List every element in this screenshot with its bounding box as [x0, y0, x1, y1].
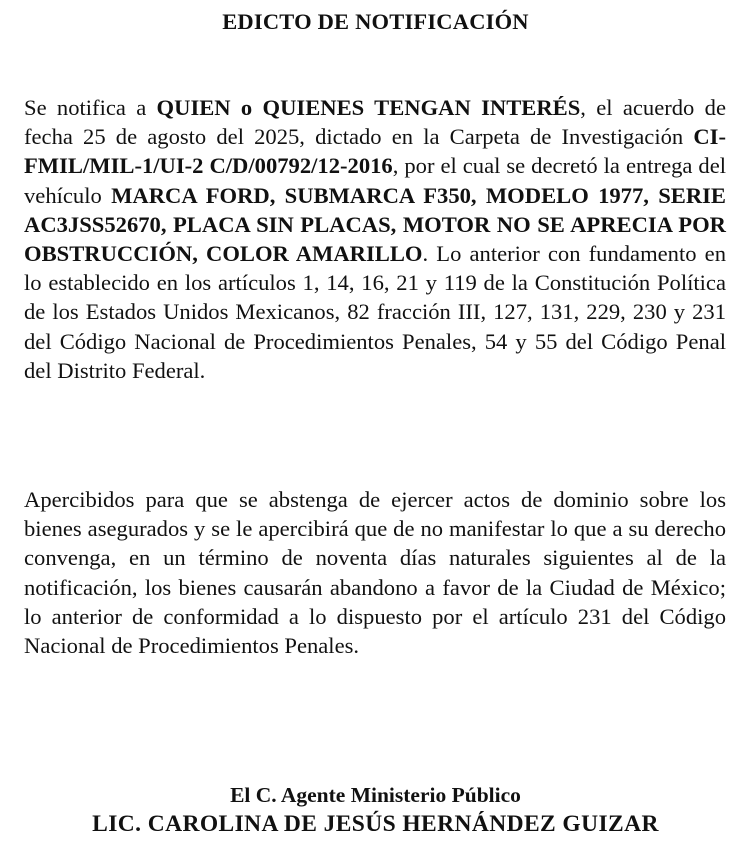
- signatory-role: El C. Agente Ministerio Público: [230, 783, 521, 807]
- warning-paragraph: Apercibidos para que se abstenga de ejercer actos de dominio sobre los bienes asegurados y se le apercibirá que de no manifestar lo que a su derecho convenga, en un término de noventa días naturales siguientes al de la notificación, los bienes causarán abandono a favor de la Ciudad de México; lo anterior de conformidad a lo dispuesto por el artículo 231 del Código Nacional de Procedimientos Penales.: [24, 487, 726, 659]
- decree-text: , por el cual se decretó la entrega del vehículo: [24, 153, 727, 208]
- intro-text: Se notifica a: [24, 95, 157, 120]
- legal-basis-text: . Lo anterior con fundamento en lo establecido en los artículos 1, 14, 16, 21 y 119 de la Constitución Política de los Estados Unidos Mexicanos, 82 fracción III, 127, 131, 229, 230 y 231 del Código Nacional de Procedimientos Penales, 54 y 55 del Código Penal del Distrito Federal.: [24, 241, 726, 383]
- notification-paragraph: [24, 93, 726, 385]
- document-title: EDICTO DE NOTIFICACIÓN: [222, 9, 529, 34]
- vehicle-description: MARCA FORD, SUBMARCA F350, MODELO 1977, SERIE AC3JSS52670, PLACA SIN PLACAS, MOTOR NO SE APRECIA POR OBSTRUCCIÓN, COLOR AMARILLO: [24, 182, 727, 267]
- signatory-name: LIC. CAROLINA DE JESÚS HERNÁNDEZ GUIZAR: [92, 811, 659, 837]
- addressee: QUIEN o QUIENES TENGAN INTERÉS: [156, 95, 581, 120]
- case-number: CI-FMIL/MIL-1/UI-2 C/D/00792/12-2016: [24, 124, 726, 179]
- agreement-text: , el acuerdo de fecha 25 de agosto del 2025, dictado en la Carpeta de Investigación: [24, 95, 726, 150]
